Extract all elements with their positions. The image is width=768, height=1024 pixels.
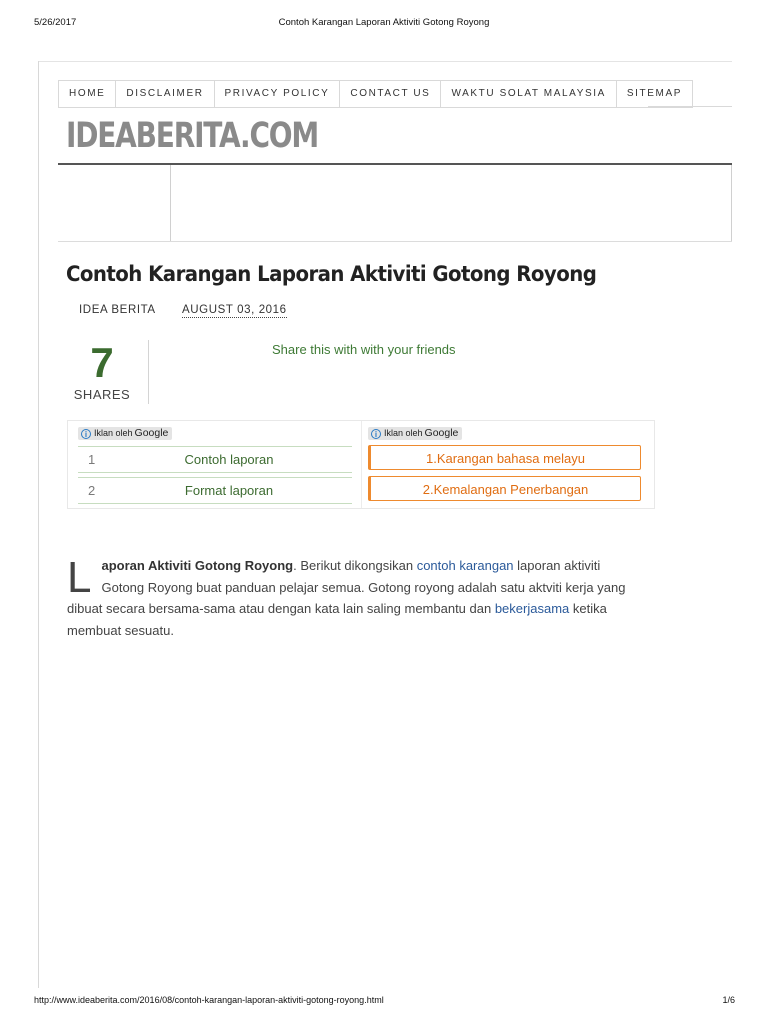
page-left-border [38, 61, 39, 988]
ad-link-label: 2.Kemalangan Penerbangan [422, 482, 589, 497]
banner-bottom-line [58, 241, 732, 242]
share-label: SHARES [73, 387, 131, 402]
article-body [67, 555, 642, 641]
ad-link-number: 2 [88, 483, 96, 498]
ad-badge-right[interactable] [368, 427, 462, 440]
share-divider [148, 340, 149, 404]
post-title: Contoh Karangan Laporan Aktiviti Gotong Royong [66, 262, 597, 286]
ad-link-label: 1.Karangan bahasa melayu [425, 451, 585, 466]
site-logo[interactable]: IDEABERITA.COM [66, 116, 319, 156]
ad-link-kemalangan-penerbangan[interactable] [368, 476, 641, 501]
print-url: http://www.ideaberita.com/2016/08/contoh-karangan-laporan-aktiviti-gotong-royong.html [34, 995, 384, 1005]
ad-badge-brand: Google [134, 427, 169, 439]
nav-tab-home[interactable]: HOME [58, 80, 115, 108]
link-bekerjasama[interactable]: bekerjasama [494, 601, 570, 616]
info-icon: i [81, 429, 91, 439]
link-contoh-karangan[interactable]: contoh karangan [416, 558, 514, 573]
nav-tab-sitemap[interactable]: SITEMAP [616, 80, 693, 108]
ad-links-divider [361, 421, 362, 508]
banner-top-line [58, 163, 732, 165]
nav-tab-disclaimer[interactable]: DISCLAIMER [115, 80, 213, 108]
main-nav [58, 80, 693, 107]
ad-link-label: Contoh laporan [184, 452, 274, 467]
print-title: Contoh Karangan Laporan Aktiviti Gotong Royong [278, 17, 490, 28]
info-icon: i [371, 429, 381, 439]
ad-link-label: Format laporan [184, 483, 274, 498]
nav-underline [648, 106, 732, 107]
ad-badge-brand: Google [424, 427, 459, 439]
article-text: ketika membuat sesuatu. [67, 601, 607, 638]
print-date: 5/26/2017 [34, 17, 77, 28]
banner-divider [170, 165, 171, 241]
page-top-border [38, 61, 732, 62]
ad-badge-left[interactable] [78, 427, 172, 440]
ad-link-karangan-bahasa-melayu[interactable] [368, 445, 641, 470]
article-text: . Berikut dikongsikan [293, 558, 417, 573]
ad-badge-text: Iklan oleh [384, 428, 423, 438]
ad-links-box [67, 420, 655, 509]
post-author[interactable]: IDEA BERITA [79, 304, 156, 316]
post-date[interactable]: AUGUST 03, 2016 [182, 304, 287, 316]
nav-tab-waktu-solat[interactable]: WAKTU SOLAT MALAYSIA [440, 80, 615, 108]
article-bold-lead: aporan Aktiviti Gotong Royong [101, 558, 294, 573]
print-page-number: 1/6 [722, 995, 735, 1005]
banner-right-edge [731, 165, 732, 241]
share-friends-text: Share this with with your friends [272, 342, 456, 357]
share-count: 7 [90, 339, 114, 386]
article-text: laporan aktiviti Gotong Royong buat panduan pelajar semua. Gotong royong adalah satu aktviti kerja yang dibuat secara bersama-sama atau dengan kata lain saling membantu dan [67, 558, 626, 616]
ad-link-number: 1 [88, 452, 96, 467]
ad-link-format-laporan[interactable] [78, 477, 352, 504]
ad-link-contoh-laporan[interactable] [78, 446, 352, 473]
ad-badge-text: Iklan oleh [94, 428, 133, 438]
drop-cap: L [67, 553, 92, 602]
nav-tab-contact-us[interactable]: CONTACT US [339, 80, 440, 108]
nav-tab-privacy-policy[interactable]: PRIVACY POLICY [214, 80, 340, 108]
